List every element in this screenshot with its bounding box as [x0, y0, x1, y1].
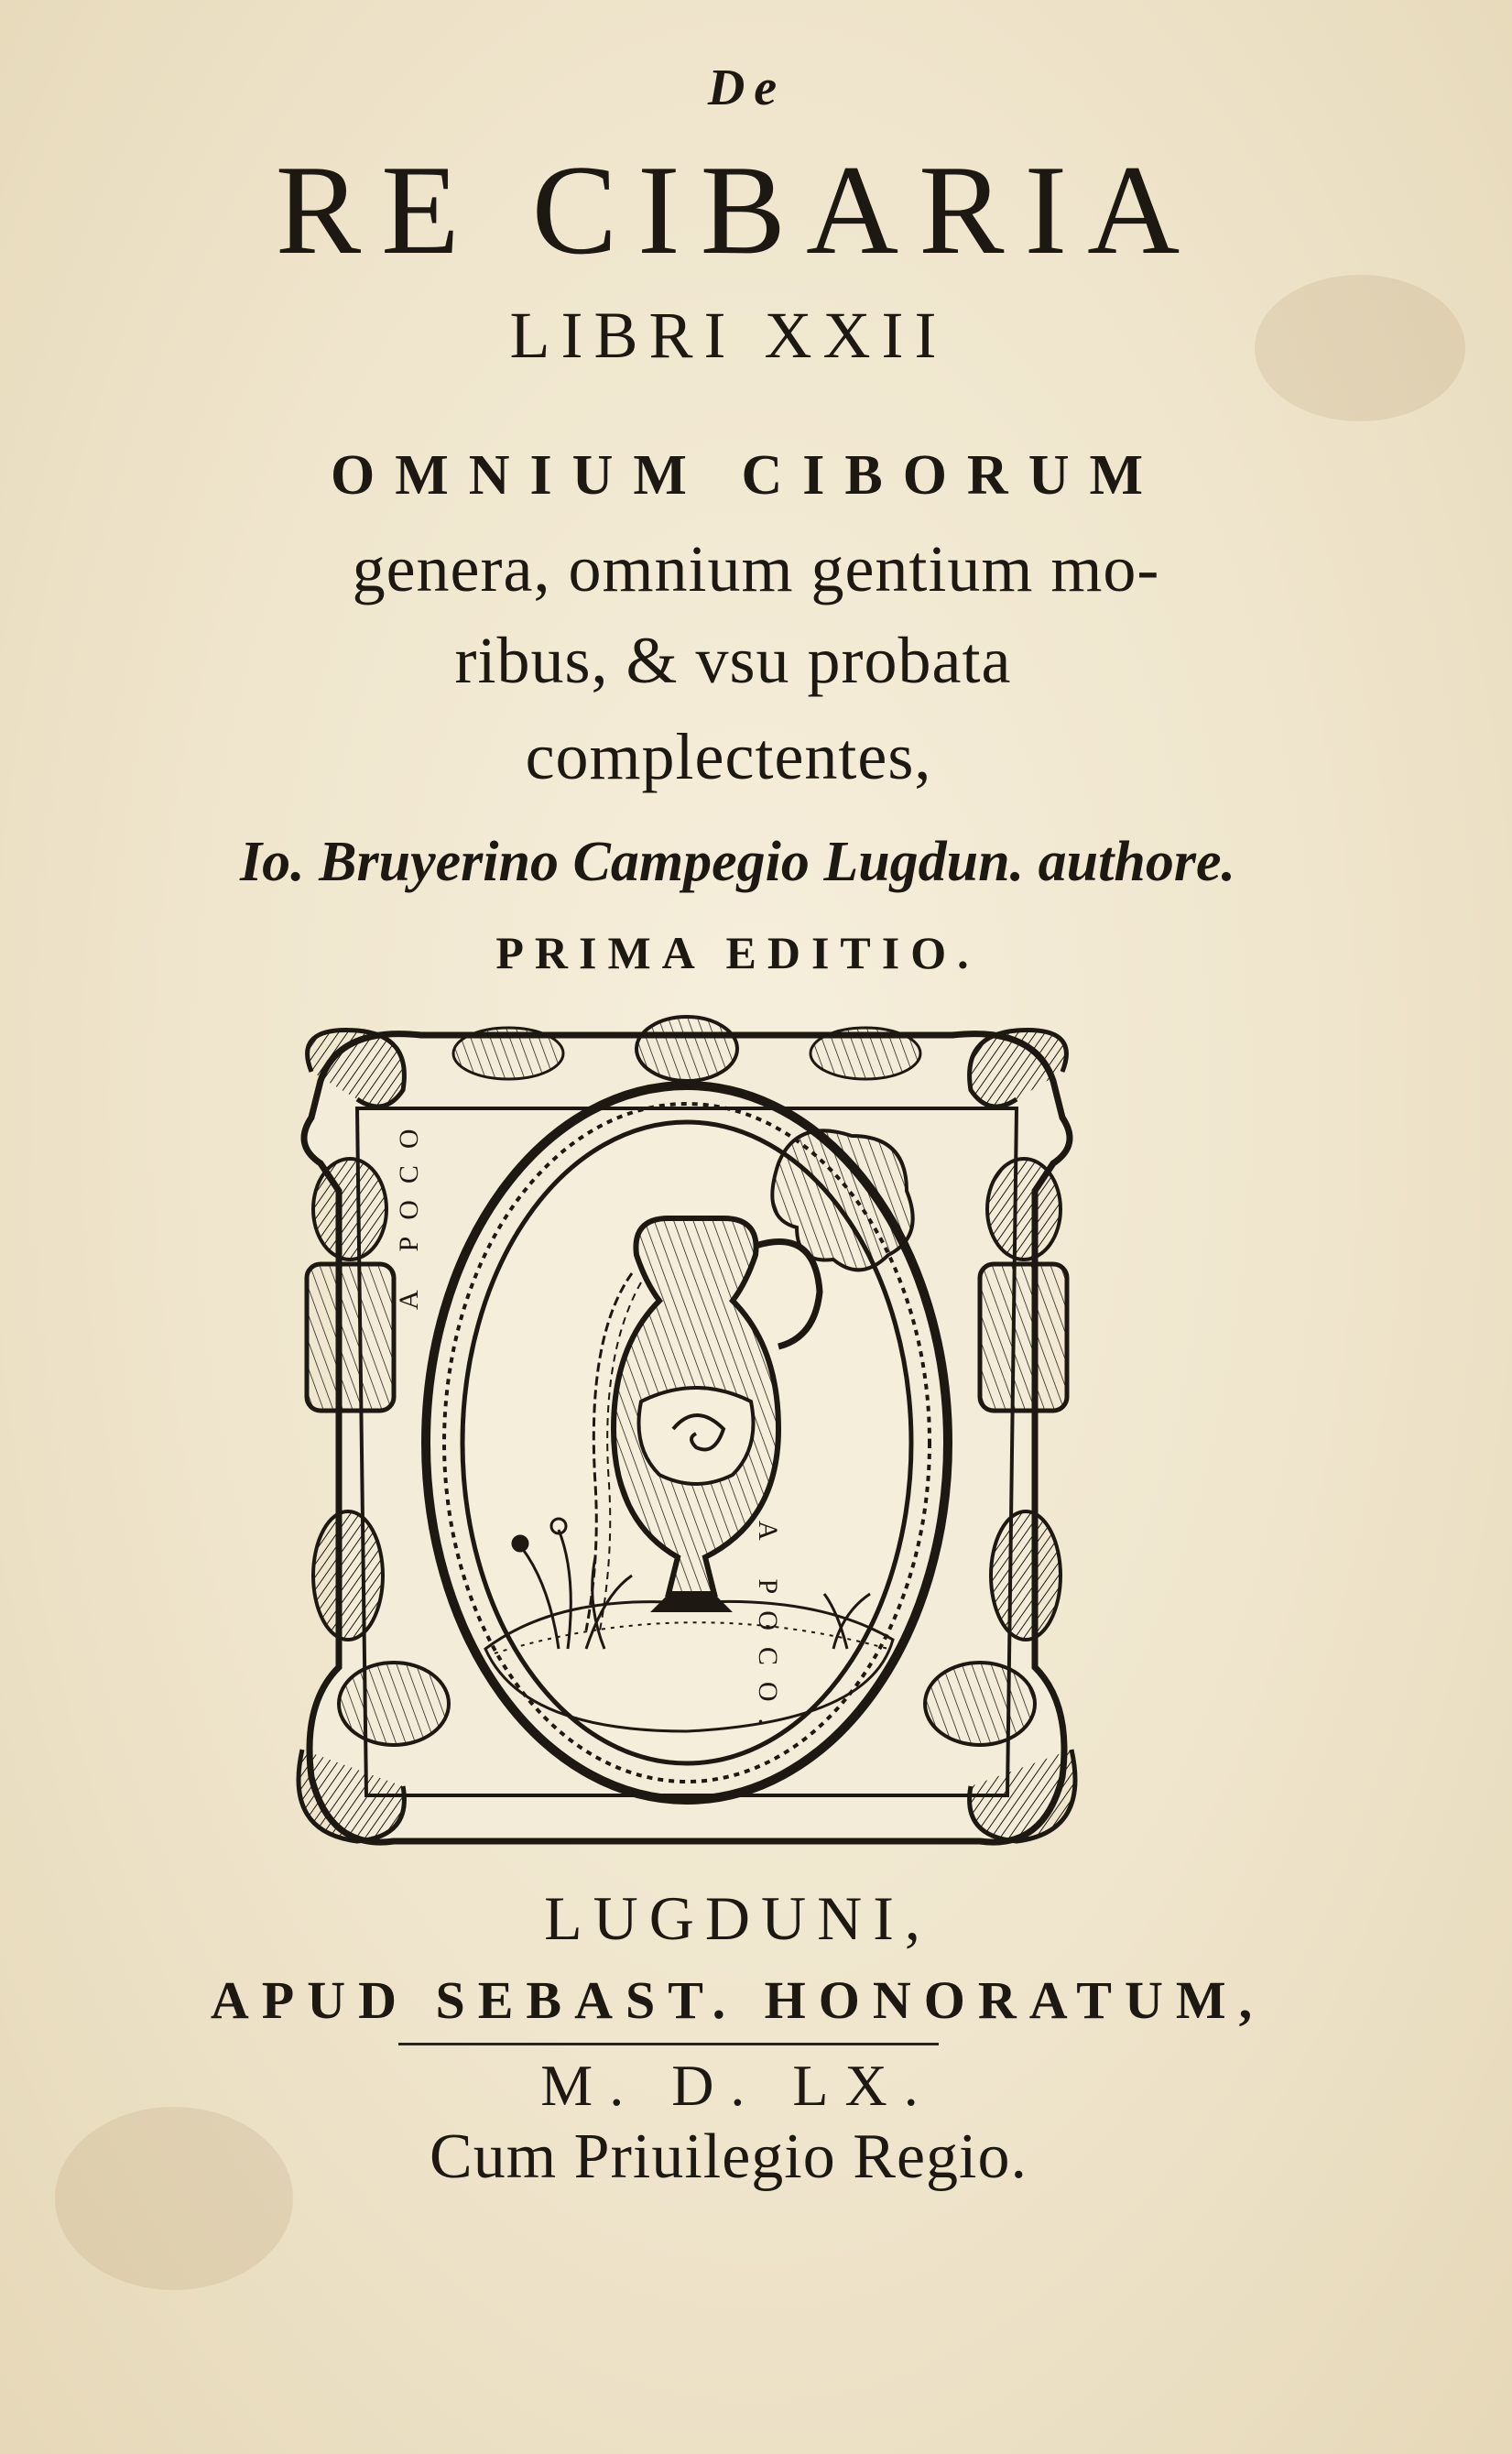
imprint-year: M. D. LX.	[540, 2053, 935, 2118]
left-satyr	[313, 1511, 383, 1640]
imprint-rule	[398, 2043, 939, 2045]
description-line-1: genera, omnium gentium mo-	[352, 532, 1160, 605]
description-line-2: ribus, & vsu probata	[454, 624, 1012, 697]
left-dog-figure	[339, 1663, 449, 1745]
right-column	[980, 1264, 1067, 1411]
author-line: Io. Bruyerino Campegio Lugdun. authore.	[240, 831, 1235, 893]
mask-ornament	[636, 1017, 737, 1081]
description-line-3: complectentes,	[525, 720, 932, 793]
right-mask	[987, 1159, 1061, 1260]
imprint-publisher: APUD SEBAST. HONORATUM,	[210, 1970, 1266, 2030]
title-prefix: De	[707, 60, 787, 116]
main-title: RE CIBARIA	[275, 139, 1201, 281]
motto-right: A POCO.	[753, 1521, 783, 1742]
imprint-city: LUGDUNI,	[544, 1883, 931, 1953]
right-satyr	[991, 1511, 1061, 1640]
description-caps: OMNIUM CIBORUM	[331, 444, 1163, 507]
left-column	[307, 1264, 394, 1411]
printer-device	[284, 1008, 1090, 1873]
books-count: LIBRI XXII	[509, 299, 948, 372]
motto-left: A POCO	[394, 1112, 424, 1310]
royal-privilege: Cum Priuilegio Regio.	[430, 2121, 1028, 2192]
edition-line: PRIMA EDITIO.	[495, 927, 980, 978]
left-mask	[313, 1159, 386, 1260]
right-dog-figure	[925, 1663, 1035, 1745]
